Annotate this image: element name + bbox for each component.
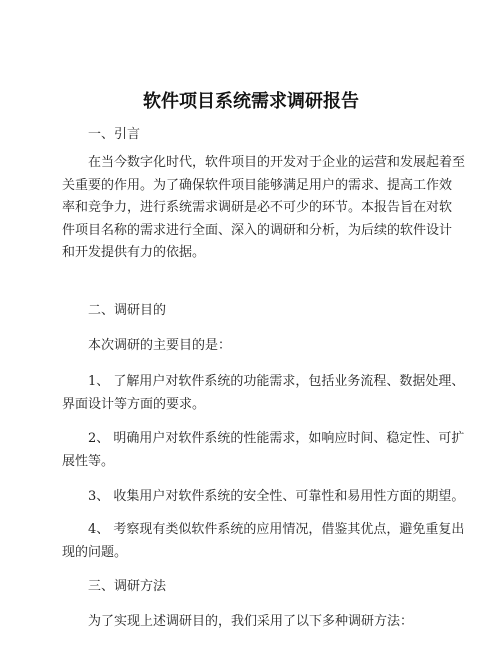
section-heading-intro: 一、引言 [88, 127, 141, 142]
intro-line: 件项目名称的需求进行全面、深入的调研和分析，为后续的软件设计 [62, 222, 453, 238]
intro-line: 和开发提供有力的依据。 [62, 245, 206, 260]
goal-intro: 本次调研的主要目的是： [88, 338, 232, 353]
goal-item-line: 1、 了解用户对软件系统的功能需求，包括业务流程、数据处理、 [88, 374, 465, 389]
goal-item-line: 4、 考察现有类似软件系统的应用情况，借鉴其优点，避免重复出 [88, 522, 465, 537]
goal-item-4 [62, 519, 465, 564]
goal-item-line: 3、 收集用户对软件系统的安全性、可靠性和易用性方面的期望。 [88, 489, 465, 504]
goal-item-3 [62, 486, 465, 509]
goal-item-line: 展性等。 [62, 453, 115, 469]
goal-item-line: 2、 明确用户对软件系统的性能需求，如响应时间、稳定性、可扩 [88, 431, 465, 446]
intro-line: 在当今数字化时代，软件项目的开发对于企业的运营和发展起着至 [88, 155, 466, 170]
intro-line: 率和竞争力，进行系统需求调研是必不可少的环节。本报告旨在对软 [62, 200, 453, 215]
section-heading-goal: 二、调研目的 [88, 303, 167, 318]
goal-item-line: 现的问题。 [62, 544, 128, 560]
document-title: 软件项目系统需求调研报告 [143, 91, 359, 112]
goal-item-2 [62, 428, 465, 473]
section-heading-method: 三、调研方法 [88, 579, 167, 594]
goal-item-1 [62, 371, 465, 416]
goal-item-line: 界面设计等方面的要求。 [62, 396, 206, 412]
intro-line: 关重要的作用。为了确保软件项目能够满足用户的需求、提高工作效 [62, 177, 453, 193]
intro-paragraph [62, 152, 466, 265]
method-intro: 为了实现上述调研目的，我们采用了以下多种调研方法： [88, 614, 414, 629]
